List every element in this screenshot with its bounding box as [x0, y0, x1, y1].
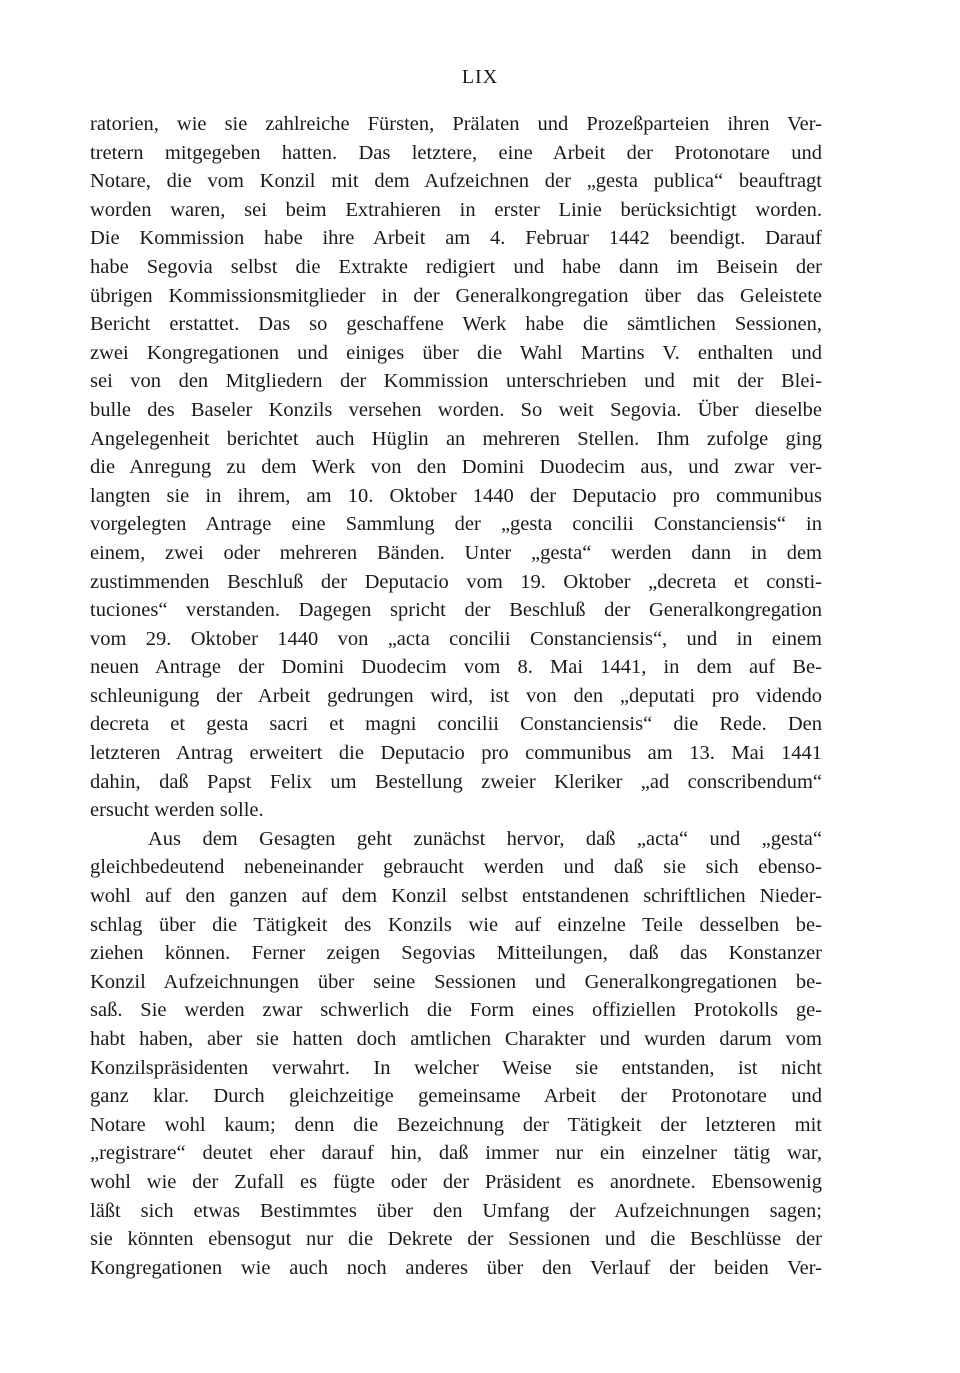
text-line: die Anregung zu dem Werk von den Domini Duodecim aus, und zwar ver-	[90, 456, 822, 479]
text-line: langten sie in ihrem, am 10. Oktober 1440 der Deputacio pro communibus	[90, 484, 822, 507]
page-number: LIX	[461, 66, 499, 88]
text-line: Die Kommission habe ihre Arbeit am 4. Februar 1442 beendigt. Darauf	[90, 227, 822, 250]
text-line: Konzilspräsidenten verwahrt. In welcher Weise sie entstanden, ist nicht	[90, 1056, 822, 1079]
text-line: wohl wie der Zufall es fügte oder der Präsident es anordnete. Ebensowenig	[90, 1170, 822, 1193]
text-line: letzteren Antrag erweitert die Deputacio pro communibus am 13. Mai 1441	[90, 742, 822, 765]
text-line: Notare wohl kaum; denn die Bezeichnung der Tätigkeit der letzteren mit	[90, 1113, 822, 1136]
text-line: tuciones“ verstanden. Dagegen spricht der Beschluß der Generalkongregation	[90, 599, 822, 622]
text-line: vorgelegten Antrage eine Sammlung der „gesta concilii Constanciensis“ in	[90, 513, 822, 536]
text-line: bulle des Baseler Konzils versehen worden. So weit Segovia. Über dieselbe	[90, 398, 822, 421]
text-line: saß. Sie werden zwar schwerlich die Form eines offiziellen Protokolls ge-	[90, 999, 822, 1022]
text-line: sie könnten ebensogut nur die Dekrete der Sessionen und die Beschlüsse der	[90, 1228, 822, 1251]
body-text	[90, 110, 822, 1282]
text-line: ganz klar. Durch gleichzeitige gemeinsame Arbeit der Protonotare und	[90, 1085, 822, 1108]
text-line: läßt sich etwas Bestimmtes über den Umfang der Aufzeichnungen sagen;	[90, 1199, 822, 1222]
text-line: habt haben, aber sie hatten doch amtlichen Charakter und wurden darum vom	[90, 1028, 822, 1050]
text-line: worden waren, sei beim Extrahieren in erster Linie berücksichtigt worden.	[90, 198, 822, 221]
paragraph-1	[90, 110, 822, 825]
text-line: einem, zwei oder mehreren Bänden. Unter „gesta“ werden dann in dem	[90, 541, 822, 564]
text-line: ziehen können. Ferner zeigen Segovias Mitteilungen, daß das Konstanzer	[90, 942, 822, 965]
text-line: vom 29. Oktober 1440 von „acta concilii Constanciensis“, und in einem	[90, 627, 822, 650]
text-line: zwei Kongregationen und einiges über die Wahl Martins V. enthalten und	[90, 341, 822, 364]
text-line: decreta et gesta sacri et magni concilii Constanciensis“ die Rede. Den	[90, 713, 822, 736]
text-line: wohl auf den ganzen auf dem Konzil selbst entstandenen schriftlichen Nieder-	[90, 885, 822, 908]
text-line: schleunigung der Arbeit gedrungen wird, ist von den „deputati pro videndo	[90, 684, 822, 707]
text-line: Bericht erstattet. Das so geschaffene Werk habe die sämtlichen Sessionen,	[90, 313, 822, 336]
text-line: gleichbedeutend nebeneinander gebraucht werden und daß sie sich ebenso-	[90, 856, 822, 879]
text-line: übrigen Kommissionsmitglieder in der Generalkongregation über das Geleistete	[90, 284, 822, 307]
text-line: dahin, daß Papst Felix um Bestellung zweier Kleriker „ad conscribendum“	[90, 770, 822, 793]
text-line: sei von den Mitgliedern der Kommission unterschrieben und mit der Blei-	[90, 370, 822, 393]
text-line: habe Segovia selbst die Extrakte redigiert und habe dann im Beisein der	[90, 255, 822, 278]
text-line: tretern mitgegeben hatten. Das letztere, eine Arbeit der Protonotare und	[90, 141, 822, 164]
text-line: Notare, die vom Konzil mit dem Aufzeichnen der „gesta publica“ beauftragt	[90, 170, 822, 193]
text-line: ersucht werden solle.	[90, 799, 264, 822]
text-line: ratorien, wie sie zahlreiche Fürsten, Prälaten und Prozeßparteien ihren Ver-	[90, 113, 822, 135]
text-line: neuen Antrage der Domini Duodecim vom 8. Mai 1441, in dem auf Be-	[90, 656, 822, 679]
text-line: Angelegenheit berichtet auch Hüglin an mehreren Stellen. Ihm zufolge ging	[90, 427, 822, 450]
text-line: schlag über die Tätigkeit des Konzils wie auf einzelne Teile desselben be-	[90, 913, 822, 936]
text-line: Aus dem Gesagten geht zunächst hervor, daß „acta“ und „gesta“	[148, 827, 822, 850]
paragraph-2	[90, 825, 822, 1283]
text-line: zustimmenden Beschluß der Deputacio vom 19. Oktober „decreta et consti-	[90, 570, 822, 593]
text-line: Konzil Aufzeichnungen über seine Sessionen und Generalkongregationen be-	[90, 970, 822, 993]
text-line: Kongregationen wie auch noch anderes über den Verlauf der beiden Ver-	[90, 1256, 822, 1279]
text-line: „registrare“ deutet eher darauf hin, daß immer nur ein einzelner tätig war,	[90, 1142, 822, 1165]
